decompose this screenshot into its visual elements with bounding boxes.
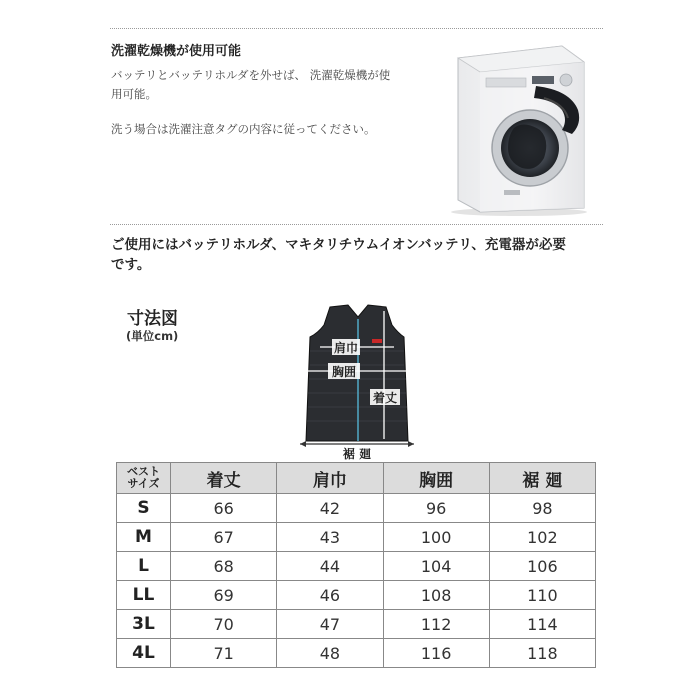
- size-corner-line2: サイズ: [127, 477, 160, 490]
- value-cell: 110: [489, 581, 595, 610]
- table-row: [117, 523, 596, 552]
- table-row: [117, 610, 596, 639]
- size-table: [116, 462, 596, 668]
- value-cell: 96: [383, 494, 489, 523]
- value-cell: 43: [277, 523, 383, 552]
- dryer-description: [111, 66, 411, 104]
- header-chest: 胸囲: [383, 463, 489, 494]
- value-cell: 69: [171, 581, 277, 610]
- chest-label: 胸囲: [331, 365, 357, 379]
- length-label: 着丈: [372, 391, 398, 405]
- dryer-description-line1: バッテリとバッテリホルダを外せば、 洗濯乾燥機が使: [111, 68, 391, 82]
- top-divider: [110, 28, 603, 29]
- middle-divider: [110, 224, 603, 225]
- value-cell: 112: [383, 610, 489, 639]
- header-hem: 裾 廻: [489, 463, 595, 494]
- value-cell: 71: [171, 639, 277, 668]
- size-corner-header: [117, 463, 171, 494]
- size-cell: 4L: [117, 639, 171, 668]
- size-cell: LL: [117, 581, 171, 610]
- size-cell: S: [117, 494, 171, 523]
- value-cell: 106: [489, 552, 595, 581]
- value-cell: 67: [171, 523, 277, 552]
- value-cell: 46: [277, 581, 383, 610]
- value-cell: 102: [489, 523, 595, 552]
- value-cell: 118: [489, 639, 595, 668]
- value-cell: 66: [171, 494, 277, 523]
- hem-label: 裾 廻: [342, 447, 372, 461]
- table-row: [117, 581, 596, 610]
- value-cell: 42: [277, 494, 383, 523]
- size-cell: 3L: [117, 610, 171, 639]
- dryer-section-title: 洗濯乾燥機が使用可能: [111, 44, 242, 59]
- dimension-diagram-title: 寸法図: [127, 309, 178, 329]
- dimension-unit: (単位cm): [126, 329, 179, 343]
- value-cell: 108: [383, 581, 489, 610]
- value-cell: 44: [277, 552, 383, 581]
- size-table-header-row: [117, 463, 596, 494]
- value-cell: 100: [383, 523, 489, 552]
- value-cell: 70: [171, 610, 277, 639]
- header-length: 着丈: [171, 463, 277, 494]
- requirement-notice-line2: です。: [111, 257, 151, 273]
- header-shoulder: 肩巾: [277, 463, 383, 494]
- dryer-description-line2: 用可能。: [111, 87, 157, 101]
- value-cell: 114: [489, 610, 595, 639]
- requirement-notice: [111, 235, 606, 275]
- value-cell: 68: [171, 552, 277, 581]
- table-row: [117, 639, 596, 668]
- value-cell: 47: [277, 610, 383, 639]
- requirement-notice-line1: ご使用にはバッテリホルダ、マキタリチウムイオンバッテリ、充電器が必要: [111, 237, 566, 253]
- shoulder-label: 肩巾: [333, 341, 359, 355]
- value-cell: 48: [277, 639, 383, 668]
- value-cell: 116: [383, 639, 489, 668]
- washing-machine-image: [444, 40, 594, 216]
- table-row: [117, 494, 596, 523]
- size-corner-line1: ベスト: [127, 465, 160, 478]
- value-cell: 98: [489, 494, 595, 523]
- size-cell: L: [117, 552, 171, 581]
- value-cell: 104: [383, 552, 489, 581]
- size-cell: M: [117, 523, 171, 552]
- table-row: [117, 552, 596, 581]
- wash-note: 洗う場合は洗濯注意タグの内容に従ってください。: [111, 122, 376, 136]
- vest-dimension-figure: [292, 303, 422, 461]
